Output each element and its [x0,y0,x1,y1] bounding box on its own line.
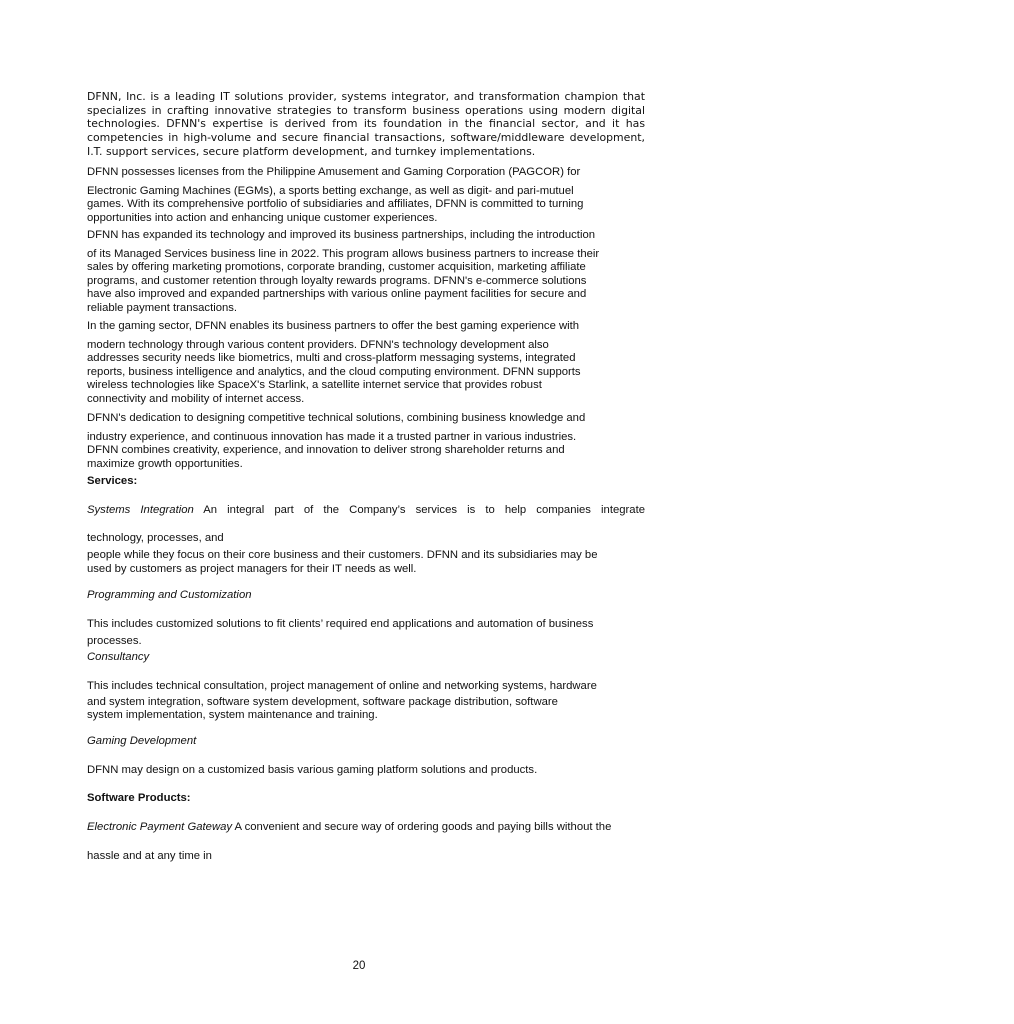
paragraph-line: opportunities into action and enhancing unique customer experiences. [87,211,438,224]
paragraph-line: maximize growth opportunities. [87,457,243,470]
paragraph-line: This includes customized solutions to fit clients’ required end applications and automation of business [87,618,594,630]
systems-integration-line: technology, processes, and [87,532,224,544]
payment-gateway-line: hassle and at any time in [87,850,212,862]
consultancy-title: Consultancy [87,651,150,663]
paragraph-line: connectivity and mobility of internet access. [87,392,305,405]
page-number: 20 [352,960,366,972]
paragraph-first-line: DFNN has expanded its technology and improved its business partnerships, including the introduction [87,229,596,241]
intro-line: DFNN, Inc. is a leading IT solutions provider, systems integrator, and transformation champion that [87,90,645,103]
paragraph-line: of its Managed Services business line in 2022. This program allows business partners to increase their [87,247,600,260]
services-heading: Services: [87,475,138,487]
paragraph-line: programs, and customer retention through loyalty rewards programs. DFNN's e-commerce solutions [87,274,587,287]
programming-body [87,618,645,648]
paragraph-line: people while they focus on their core business and their customers. DFNN and its subsidiaries may be [87,549,598,561]
gaming-sector-paragraph [87,320,645,407]
paragraph-line: industry experience, and continuous innovation has made it a trusted partner in various industries. [87,430,577,443]
paragraph-line: reports, business intelligence and analytics, and the cloud computing environment. DFNN supports [87,365,581,378]
consultancy-body [87,680,645,723]
payment-gateway-lead [87,821,645,835]
paragraph-line: have also improved and expanded partnerships with various online payment facilities for secure and [87,288,587,301]
paragraph-line: reliable payment transactions. [87,301,238,314]
systems-integration-body [87,549,645,576]
paragraph-line: games. With its comprehensive portfolio of subsidiaries and affiliates, DFNN is committed to turning [87,198,584,211]
intro-line: I.T. support services, secure platform development, and turnkey implementations. [87,144,536,158]
intro-line: technologies. DFNN's expertise is derived from its foundation in the financial sector, and it has [87,117,645,131]
paragraph-line: Electronic Gaming Machines (EGMs), a sports betting exchange, as well as digit- and pari-mutuel [87,184,574,197]
paragraph-line: DFNN combines creativity, experience, and innovation to deliver strong shareholder returns and [87,444,565,457]
licenses-paragraph [87,166,645,225]
paragraph-line: system implementation, system maintenance and training. [87,709,378,722]
paragraph-line: processes. [87,634,142,647]
paragraph-line: wireless technologies like SpaceX's Starlink, a satellite internet service that provides robust [87,379,542,392]
paragraph-first-line: DFNN's dedication to designing competitive technical solutions, combining business knowledge and [87,412,586,424]
programming-title: Programming and Customization [87,589,252,601]
managed-services-paragraph [87,229,645,316]
paragraph-line: This includes technical consultation, project management of online and networking systems, hardware [87,680,597,692]
paragraph-first-line: DFNN possesses licenses from the Philippine Amusement and Gaming Corporation (PAGCOR) for [87,166,581,178]
systems-integration-lead [87,504,645,518]
paragraph-line: sales by offering marketing promotions, corporate branding, customer acquisition, marketing affiliate [87,261,586,274]
payment-gateway-title: Electronic Payment Gateway [87,821,233,833]
gaming-development-line: DFNN may design on a customized basis various gaming platform solutions and products. [87,764,538,776]
intro-paragraph [87,90,645,159]
intro-line: specializes in crafting innovative strategies to transform business operations using modern digital [87,103,645,117]
systems-integration-title: Systems Integration [87,504,194,516]
paragraph-line: modern technology through various content providers. DFNN's technology development also [87,338,549,351]
software-products-heading: Software Products: [87,792,191,804]
paragraph-first-line: In the gaming sector, DFNN enables its business partners to offer the best gaming experience with [87,320,580,332]
gaming-development-title: Gaming Development [87,735,197,747]
paragraph-line: addresses security needs like biometrics, multi and cross-platform messaging systems, integrated [87,352,576,365]
paragraph-line: and system integration, software system development, software package distribution, software [87,695,558,708]
intro-line: competencies in high-volume and secure financial transactions, software/middleware development, [87,131,645,145]
payment-gateway-lead-text: A convenient and secure way of ordering goods and paying bills without the [232,821,612,833]
dedication-paragraph [87,412,645,471]
systems-integration-lead-text: An integral part of the Company’s services is to help companies integrate [193,504,645,516]
paragraph-line: used by customers as project managers for their IT needs as well. [87,562,417,575]
